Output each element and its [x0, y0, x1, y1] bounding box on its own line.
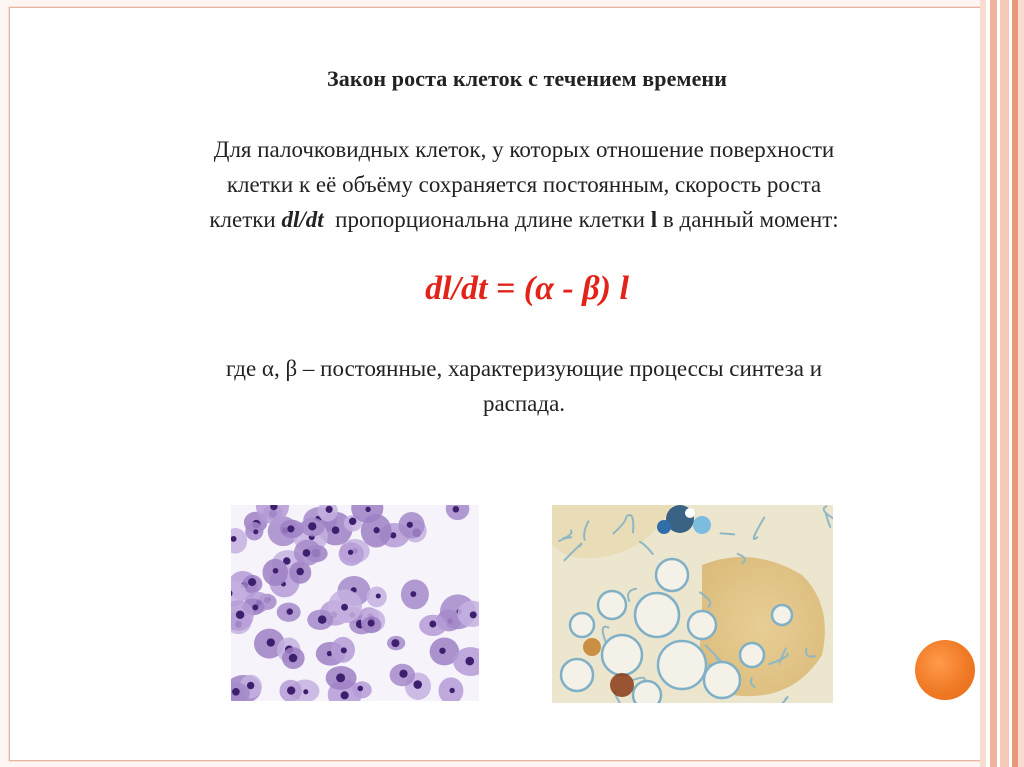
paragraph-line-2: клетки к её объёму сохраняется постоянным, скорость роста [226, 172, 822, 197]
body-paragraph [118, 132, 930, 237]
orange-circle-decoration [915, 640, 975, 700]
constants-note [118, 351, 930, 421]
note-line-2: распада. [482, 391, 566, 416]
length-variable: l [650, 207, 658, 232]
paragraph-line-3 [118, 202, 930, 237]
purple-cells-drawing [231, 505, 479, 701]
plant-tissue-drawing [552, 505, 833, 703]
purple-cells-image [231, 505, 479, 701]
slide-title: Закон роста клеток с течением времени [327, 66, 727, 91]
paragraph-line-3-mid: пропорциональна длине клетки [323, 207, 651, 232]
growth-formula: dl/dt = (α - β) l [425, 270, 629, 307]
paragraph-line-1: Для палочковидных клеток, у которых отношение поверхности [213, 137, 835, 162]
plant-tissue-image [552, 505, 833, 703]
growth-rate-term: dl/dt [281, 207, 324, 232]
note-line-1: где α, β – постоянные, характеризующие процессы синтеза и [225, 356, 822, 381]
paragraph-line-3-post: в данный момент: [657, 207, 839, 232]
decorative-stripes [980, 0, 1024, 767]
paragraph-line-3-pre: клетки [209, 207, 282, 232]
